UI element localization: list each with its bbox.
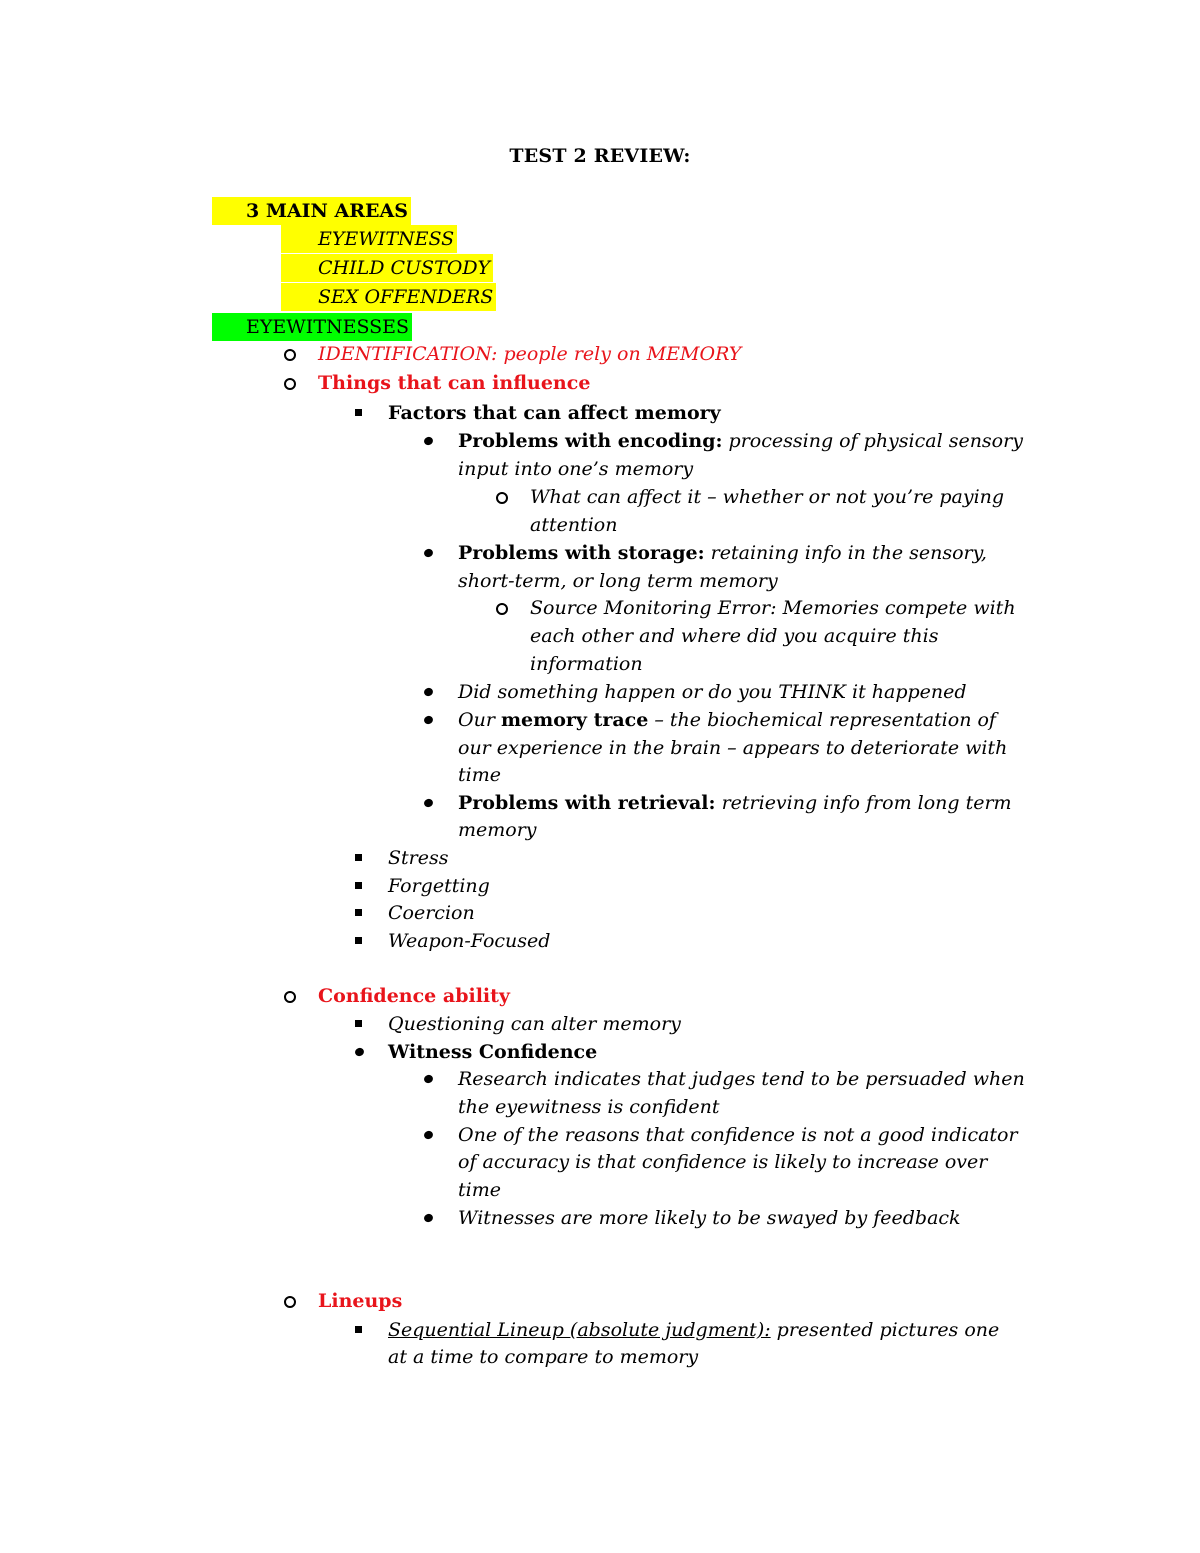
encoding-sub-text-continued: attention	[530, 514, 618, 536]
round-bullet-icon	[423, 1074, 434, 1085]
reasons-text: One of the reasons that confidence is not a good indicator	[458, 1124, 1018, 1146]
square-bullet-icon	[355, 909, 362, 916]
encoding-sub-text: What can affect it – whether or not you’re paying	[530, 486, 1005, 508]
sequential-lineup-text-continued: at a time to compare to memory	[388, 1346, 699, 1368]
circle-bullet-icon	[284, 1296, 296, 1308]
factor-coercion: Coercion	[388, 902, 475, 924]
round-bullet-icon	[423, 687, 434, 698]
round-bullet-icon	[423, 548, 434, 559]
circle-bullet-icon	[284, 349, 296, 361]
circle-bullet-icon	[496, 492, 508, 504]
round-bullet-icon	[354, 1047, 365, 1058]
eyewitnesses-heading: EYEWITNESSES	[212, 313, 412, 341]
main-area-eyewitness: EYEWITNESS	[281, 225, 457, 253]
identification-text: IDENTIFICATION: people rely on MEMORY	[318, 343, 742, 365]
did-something-text: Did something happen or do you THINK it happened	[458, 681, 967, 703]
influence-heading: Things that can influence	[318, 372, 591, 394]
factor-stress: Stress	[388, 847, 449, 869]
research-text: Research indicates that judges tend to be persuaded when	[458, 1068, 1025, 1090]
retrieval-label: Problems with retrieval:	[458, 792, 716, 814]
storage-sub-text-end: information	[530, 653, 643, 675]
circle-bullet-icon	[284, 991, 296, 1003]
round-bullet-icon	[423, 715, 434, 726]
memory-trace-post: – the biochemical representation of	[648, 709, 996, 731]
storage-sub-text-continued: each other and where did you acquire this	[530, 625, 939, 647]
factor-weapon-focused: Weapon-Focused	[388, 930, 551, 952]
round-bullet-icon	[423, 1213, 434, 1224]
memory-trace-line-2: our experience in the brain – appears to deteriorate with	[458, 737, 1008, 759]
page-title: TEST 2 REVIEW:	[509, 145, 691, 167]
square-bullet-icon	[355, 882, 362, 889]
memory-trace-line-3: time	[458, 764, 501, 786]
sequential-lineup-text: presented pictures one	[770, 1319, 1000, 1341]
sequential-lineup-label: Sequential Lineup (absolute judgment):	[388, 1319, 771, 1341]
main-area-sex-offenders: SEX OFFENDERS	[281, 283, 496, 311]
storage-text-continued: short-term, or long term memory	[458, 570, 778, 592]
witness-confidence-heading: Witness Confidence	[388, 1041, 598, 1063]
encoding-text-continued: input into one’s memory	[458, 458, 694, 480]
round-bullet-icon	[423, 798, 434, 809]
square-bullet-icon	[355, 937, 362, 944]
main-area-child-custody: CHILD CUSTODY	[281, 254, 493, 282]
questioning-text: Questioning can alter memory	[388, 1013, 681, 1035]
round-bullet-icon	[423, 1130, 434, 1141]
confidence-heading: Confidence ability	[318, 985, 510, 1007]
reasons-text-continued: of accuracy is that confidence is likely to increase over	[458, 1151, 988, 1173]
square-bullet-icon	[355, 1326, 362, 1333]
round-bullet-icon	[423, 436, 434, 447]
swayed-text: Witnesses are more likely to be swayed by feedback	[458, 1207, 961, 1229]
main-areas-heading: 3 MAIN AREAS	[212, 197, 411, 225]
storage-text: retaining info in the sensory,	[704, 542, 987, 564]
circle-bullet-icon	[496, 603, 508, 615]
memory-trace-pre: Our	[458, 709, 501, 731]
circle-bullet-icon	[284, 378, 296, 390]
retrieval-text-continued: memory	[458, 819, 537, 841]
reasons-text-end: time	[458, 1179, 501, 1201]
factor-forgetting: Forgetting	[388, 875, 490, 897]
storage-label: Problems with storage:	[458, 542, 705, 564]
encoding-text: processing of physical sensory	[722, 430, 1023, 452]
encoding-label: Problems with encoding:	[458, 430, 723, 452]
storage-sub-text: Source Monitoring Error: Memories compete with	[530, 597, 1016, 619]
retrieval-text: retrieving info from long term	[715, 792, 1012, 814]
square-bullet-icon	[355, 1020, 362, 1027]
square-bullet-icon	[355, 409, 362, 416]
memory-trace-term: memory trace	[500, 709, 649, 731]
research-text-continued: the eyewitness is confident	[458, 1096, 720, 1118]
lineups-heading: Lineups	[318, 1290, 403, 1312]
square-bullet-icon	[355, 854, 362, 861]
factors-heading: Factors that can affect memory	[388, 402, 721, 424]
